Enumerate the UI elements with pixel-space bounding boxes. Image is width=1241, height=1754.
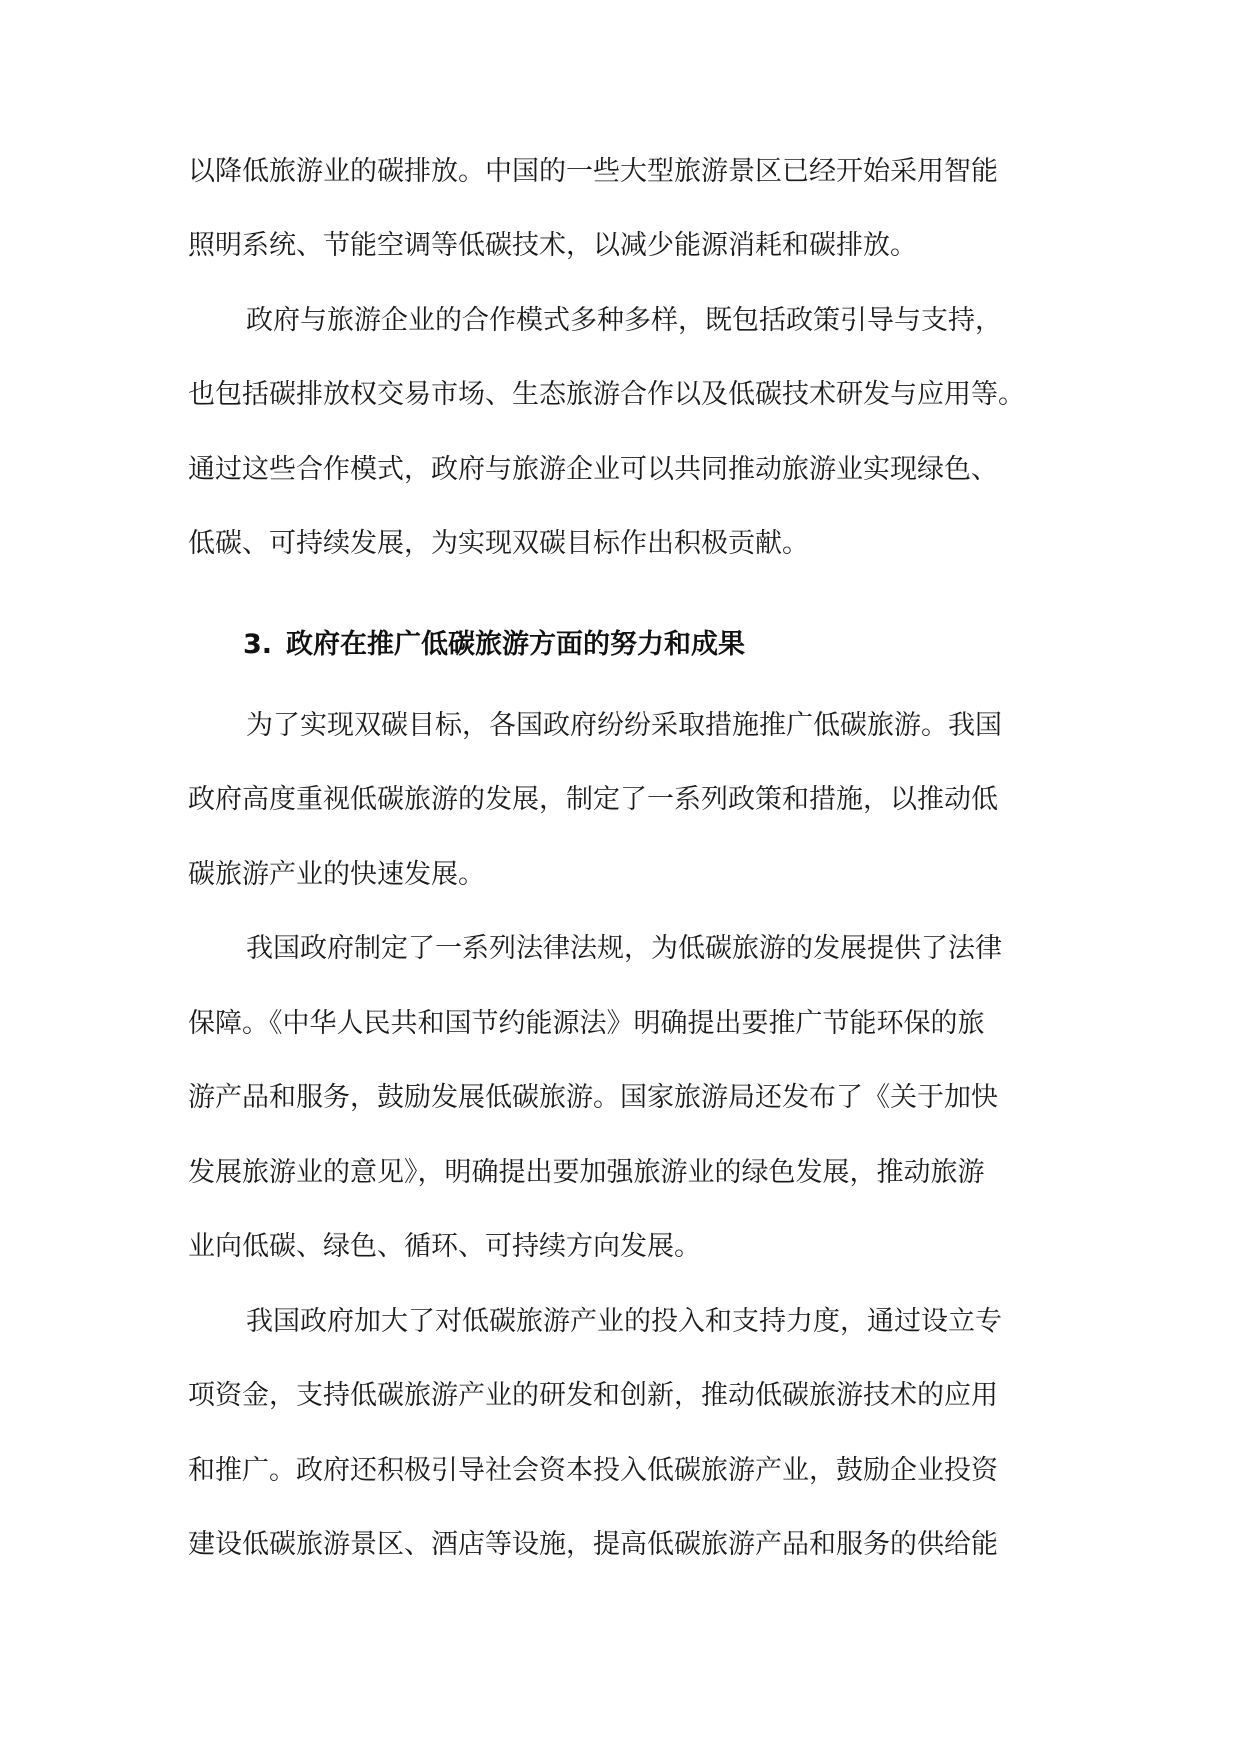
section-number: 3. [243,629,273,660]
paragraph-line: 照明系统、节能空调等低碳技术，以减少能源消耗和碳排放。 [188,230,917,261]
section-title: 政府在推广低碳旅游方面的努力和成果 [286,629,746,660]
paragraph-line: 项资金，支持低碳旅游产业的研发和创新，推动低碳旅游技术的应用 [188,1380,998,1411]
paragraph-line: 政府与旅游企业的合作模式多种多样，既包括政策引导与支持， [246,305,1002,336]
paragraph-line: 以降低旅游业的碳排放。中国的一些大型旅游景区已经开始采用智能 [188,156,998,187]
paragraph-line: 我国政府加大了对低碳旅游产业的投入和支持力度，通过设立专 [246,1306,1002,1337]
paragraph-line: 游产品和服务，鼓励发展低碳旅游。国家旅游局还发布了《关于加快 [188,1082,998,1113]
paragraph-line: 低碳、可持续发展，为实现双碳目标作出积极贡献。 [188,528,809,559]
paragraph-line: 保障。《中华人民共和国节约能源法》明确提出要推广节能环保的旅 [188,1008,985,1039]
paragraph-line: 建设低碳旅游景区、酒店等设施，提高低碳旅游产品和服务的供给能 [188,1529,998,1560]
paragraph-line: 发展旅游业的意见》，明确提出要加强旅游业的绿色发展，推动旅游 [188,1157,985,1188]
paragraph-line: 和推广。政府还积极引导社会资本投入低碳旅游产业，鼓励企业投资 [188,1455,998,1486]
paragraph-line: 碳旅游产业的快速发展。 [188,859,485,890]
paragraph-line: 也包括碳排放权交易市场、生态旅游合作以及低碳技术研发与应用等。 [188,379,1025,410]
paragraph-line: 通过这些合作模式，政府与旅游企业可以共同推动旅游业实现绿色、 [188,454,998,485]
section-heading [243,623,943,667]
paragraph-line: 政府高度重视低碳旅游的发展，制定了一系列政策和措施，以推动低 [188,784,998,815]
paragraph-line: 业向低碳、绿色、循环、可持续方向发展。 [188,1231,701,1262]
paragraph-line: 为了实现双碳目标，各国政府纷纷采取措施推广低碳旅游。我国 [246,710,1002,741]
paragraph-line: 我国政府制定了一系列法律法规，为低碳旅游的发展提供了法律 [246,933,1002,964]
